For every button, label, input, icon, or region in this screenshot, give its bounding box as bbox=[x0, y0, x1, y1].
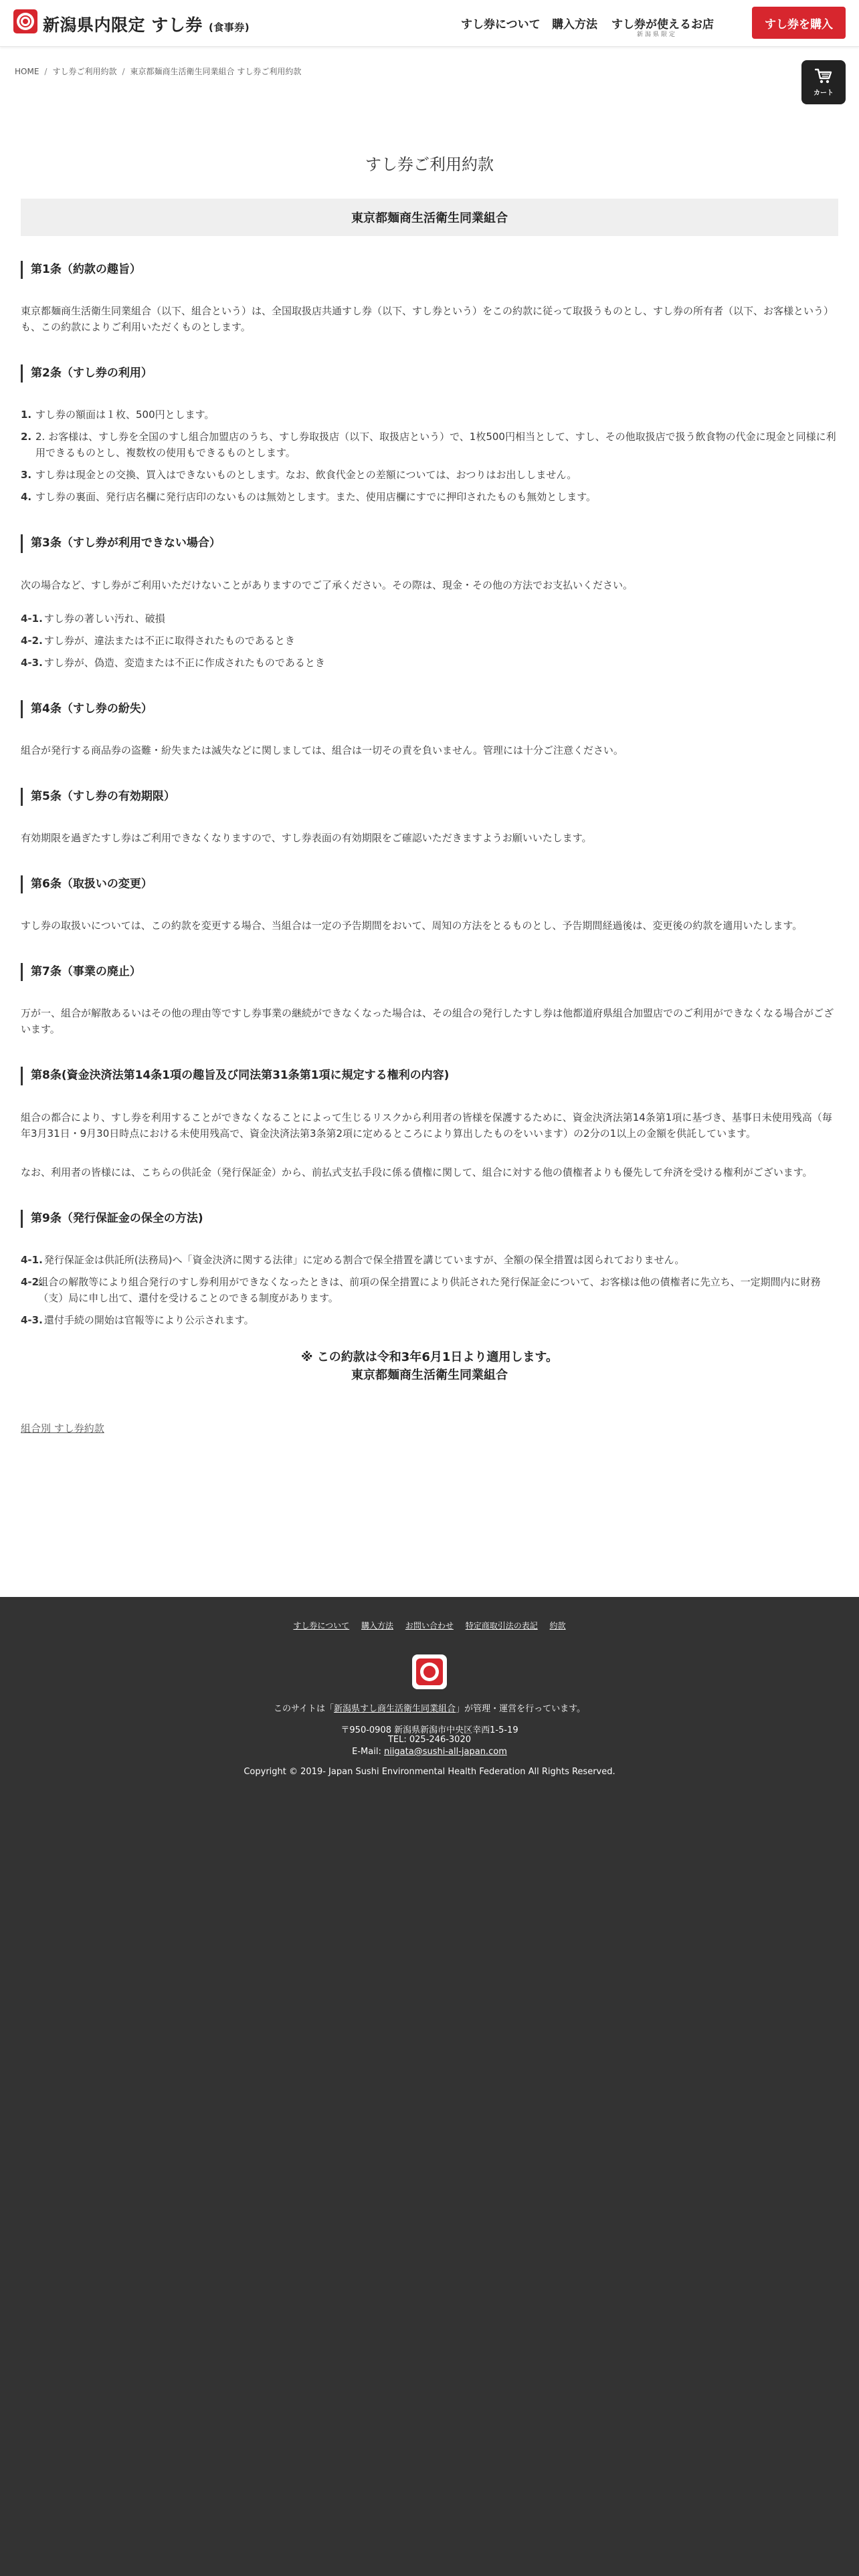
list-text: 還付手続の開始は官報等により公示されます。 bbox=[43, 1313, 254, 1326]
list-item bbox=[21, 1312, 838, 1328]
nav-shops-sub: 新潟県限定 bbox=[637, 31, 678, 38]
closing-date: ※ この約款は令和3年6月1日より適用します。 bbox=[301, 1350, 558, 1364]
list-item bbox=[21, 655, 838, 671]
list-item bbox=[21, 407, 838, 423]
article-heading: 第7条（事業の廃止） bbox=[21, 963, 838, 981]
article-list bbox=[21, 1252, 838, 1328]
list-item bbox=[21, 611, 838, 627]
article-3 bbox=[21, 534, 838, 670]
list-num: 2. bbox=[21, 431, 32, 443]
article-body: 次の場合など、すし券がご利用いただけないことがありますのでご了承ください。その際は、現金・その他の方法でお支払いください。 bbox=[21, 578, 634, 591]
list-text: 2. お客様は、すし券を全国のすし組合加盟店のうち、すし券取扱店（以下、取扱店という）で、1枚500円相当として、すし、その他取扱店で扱う飲食物の代金に現金と同様に利用できるものとし、複数枚の使用もできるものとします。 bbox=[35, 431, 836, 459]
article-heading: 第8条(資金決済法第14条1項の趣旨及び同法第31条第1項に規定する権利の内容) bbox=[21, 1067, 838, 1085]
list-num: 4-3. bbox=[21, 656, 43, 669]
operator-link[interactable]: 新潟県すし商生活衛生同業組合 bbox=[334, 1704, 456, 1714]
article-body: 有効期限を過ぎたすし券はご利用できなくなりますので、すし券表面の有効期限をご確認いただきますようお願いいたします。 bbox=[21, 831, 592, 844]
article-body: 東京都麺商生活衛生同業組合（以下、組合という）は、全国取扱店共通すし券（以下、すし券という）をこの約款に従って取扱うものとし、すし券の所有者（以下、お客様という）も、この約款によりご利用いただくものとします。 bbox=[21, 305, 834, 334]
footer-links bbox=[0, 1620, 859, 1631]
breadcrumb-home[interactable]: HOME bbox=[15, 67, 39, 76]
footer-email bbox=[0, 1747, 859, 1757]
logo-icon[interactable] bbox=[13, 9, 37, 33]
article-body: すし券の取扱いについては、この約款を変更する場合、当組合は一定の予告期間をおいて、周知の方法をとるものとし、予告期間経過後は、変更後の約款を適用いたします。 bbox=[21, 920, 803, 932]
article-5 bbox=[21, 788, 838, 846]
article-6 bbox=[21, 875, 838, 934]
email-label: E-Mail: bbox=[352, 1747, 384, 1757]
article-body: 組合の都合により、すし券を利用することができなくなることによって生じるリスクから利用者の皆様を保護するために、資金決済法第14条第1項に基づき、基事日未使用残高（毎年3月31日・9月30日時点における未使用残高で、資金決済法第3条第2項に定めるところにより算出したものをいいます）の2分の1以上の金額を供託しています。 bbox=[21, 1111, 832, 1140]
list-item bbox=[21, 467, 838, 483]
closing-note bbox=[21, 1348, 838, 1384]
footer-copyright: Copyright © 2019- Japan Sushi Environmental Health Federation All Rights Reserved. bbox=[244, 1767, 615, 1777]
email-link[interactable]: niigata@sushi-all-japan.com bbox=[383, 1747, 507, 1757]
article-heading: 第3条（すし券が利用できない場合） bbox=[21, 534, 838, 552]
footer-link-contact[interactable]: お問い合わせ bbox=[405, 1621, 454, 1630]
site-footer bbox=[0, 1597, 859, 2576]
list-item bbox=[21, 633, 838, 649]
footer-link-purchase[interactable]: 購入方法 bbox=[361, 1621, 394, 1630]
list-text: すし券が、違法または不正に取得されたものであるとき bbox=[43, 634, 295, 647]
breadcrumb-current: 東京都麺商生活衛生同業組合 すし券ご利用約款 bbox=[130, 67, 302, 76]
article-list bbox=[21, 611, 838, 671]
operator-post: 」が管理・運営を行っています。 bbox=[456, 1704, 586, 1714]
article-4 bbox=[21, 700, 838, 758]
list-num: 4-3. bbox=[21, 1313, 43, 1326]
list-num: 4-1. bbox=[21, 1253, 43, 1266]
article-heading: 第4条（すし券の紛失） bbox=[21, 700, 838, 718]
list-num: 4-2. bbox=[21, 1275, 43, 1288]
site-logo-text[interactable] bbox=[43, 12, 250, 36]
nav-about[interactable]: すし券について bbox=[461, 18, 541, 31]
article-body: なお、利用者の皆様には、こちらの供託金（発行保証金）から、前払式支払手段に係る債権に関して、組合に対する他の債権者よりも優先して弁済を受ける権利がございます。 bbox=[21, 1166, 813, 1178]
list-text: すし券の著しい汚れ、破損 bbox=[43, 612, 165, 625]
operator-pre: このサイトは「 bbox=[273, 1704, 335, 1714]
buy-button[interactable]: すし券を購入 bbox=[752, 7, 846, 39]
article-heading: 第6条（取扱いの変更） bbox=[21, 875, 838, 893]
list-text: すし券は現金との交換、買入はできないものとします。なお、飲食代金との差額については、おつりはお出ししません。 bbox=[35, 469, 577, 481]
footer-link-legal[interactable]: 特定商取引法の表記 bbox=[465, 1621, 538, 1630]
cart-label: カート bbox=[814, 89, 834, 97]
list-item bbox=[21, 429, 838, 461]
org-name-box: 東京都麺商生活衛生同業組合 bbox=[21, 199, 838, 236]
logo-title: 新潟県内限定 すし券 bbox=[43, 15, 203, 35]
footer-logo-icon bbox=[412, 1654, 447, 1689]
cart-icon bbox=[815, 68, 832, 84]
closing-org: 東京都麺商生活衛生同業組合 bbox=[351, 1368, 508, 1382]
list-text: 組合の解散等により組合発行のすし券利用ができなくなったときは、前項の保全措置により供託された発行保証金について、お客様は他の債権者に先立ち、一定期間内に財務（支）局に申し出て、還付を受けることのできる制度があります。 bbox=[38, 1275, 821, 1304]
list-num: 1. bbox=[21, 409, 32, 421]
site-header bbox=[0, 0, 859, 47]
article-heading: 第5条（すし券の有効期限） bbox=[21, 788, 838, 806]
cart-button[interactable] bbox=[801, 60, 846, 104]
article-9 bbox=[21, 1210, 838, 1328]
list-num: 4. bbox=[21, 491, 32, 504]
footer-address: 〒950-0908 新潟県新潟市中央区幸西1-5-19 bbox=[341, 1725, 518, 1735]
list-text: 発行保証金は供託所(法務局)へ「資金決済に関する法律」に定める割合で保全措置を講じていますが、全額の保全措置は図られておりません。 bbox=[43, 1253, 685, 1266]
breadcrumb: HOME / すし券ご利用約款 / 東京都麺商生活衛生同業組合 すし券ご利用約款 bbox=[15, 67, 302, 76]
nav-purchase-method[interactable]: 購入方法 bbox=[552, 18, 597, 31]
list-text: すし券の裏面、発行店名欄に発行店印のないものは無効とします。また、使用店欄にすでに押印されたものも無効とします。 bbox=[35, 491, 597, 504]
article-heading: 第2条（すし券の利用） bbox=[21, 364, 838, 383]
article-heading: 第1条（約款の趣旨） bbox=[21, 261, 838, 279]
list-num: 3. bbox=[21, 469, 32, 481]
terms-content bbox=[21, 261, 838, 1436]
list-text: すし券が、偽造、変造または不正に作成されたものであるとき bbox=[43, 656, 325, 669]
nav-shops[interactable]: すし券が使えるお店 bbox=[611, 18, 714, 31]
page-title: すし券ご利用約款 bbox=[365, 155, 494, 174]
list-num: 4-2. bbox=[21, 634, 43, 647]
article-1 bbox=[21, 261, 838, 335]
union-terms-link[interactable]: 組合別 すし券約款 bbox=[21, 1422, 104, 1434]
logo-subtitle: (食事券) bbox=[208, 21, 250, 33]
footer-operator bbox=[0, 1701, 859, 1714]
list-num: 4-1. bbox=[21, 612, 43, 625]
article-body: 万が一、組合が解散あるいはその他の理由等ですし券事業の継続ができなくなった場合は、その組合の発行したすし券は他都道府県組合加盟店でのご利用ができなくなる場合がございます。 bbox=[21, 1007, 834, 1036]
article-heading: 第9条（発行保証金の保全の方法) bbox=[21, 1210, 838, 1228]
list-item bbox=[21, 489, 838, 505]
article-list bbox=[21, 407, 838, 505]
footer-link-terms[interactable]: 約款 bbox=[549, 1621, 566, 1630]
list-text: すし券の額面は１枚、500円とします。 bbox=[35, 409, 215, 421]
article-7 bbox=[21, 963, 838, 1037]
breadcrumb-terms[interactable]: すし券ご利用約款 bbox=[52, 67, 117, 76]
article-2 bbox=[21, 364, 838, 505]
list-item bbox=[21, 1274, 838, 1306]
footer-link-about[interactable]: すし券について bbox=[293, 1621, 350, 1630]
article-body: 組合が発行する商品券の盗難・紛失または滅失などに関しましては、組合は一切その責を負いません。管理には十分ご注意ください。 bbox=[21, 744, 624, 756]
article-8 bbox=[21, 1067, 838, 1180]
footer-tel: TEL: 025-246-3020 bbox=[387, 1735, 471, 1745]
list-item bbox=[21, 1252, 838, 1268]
